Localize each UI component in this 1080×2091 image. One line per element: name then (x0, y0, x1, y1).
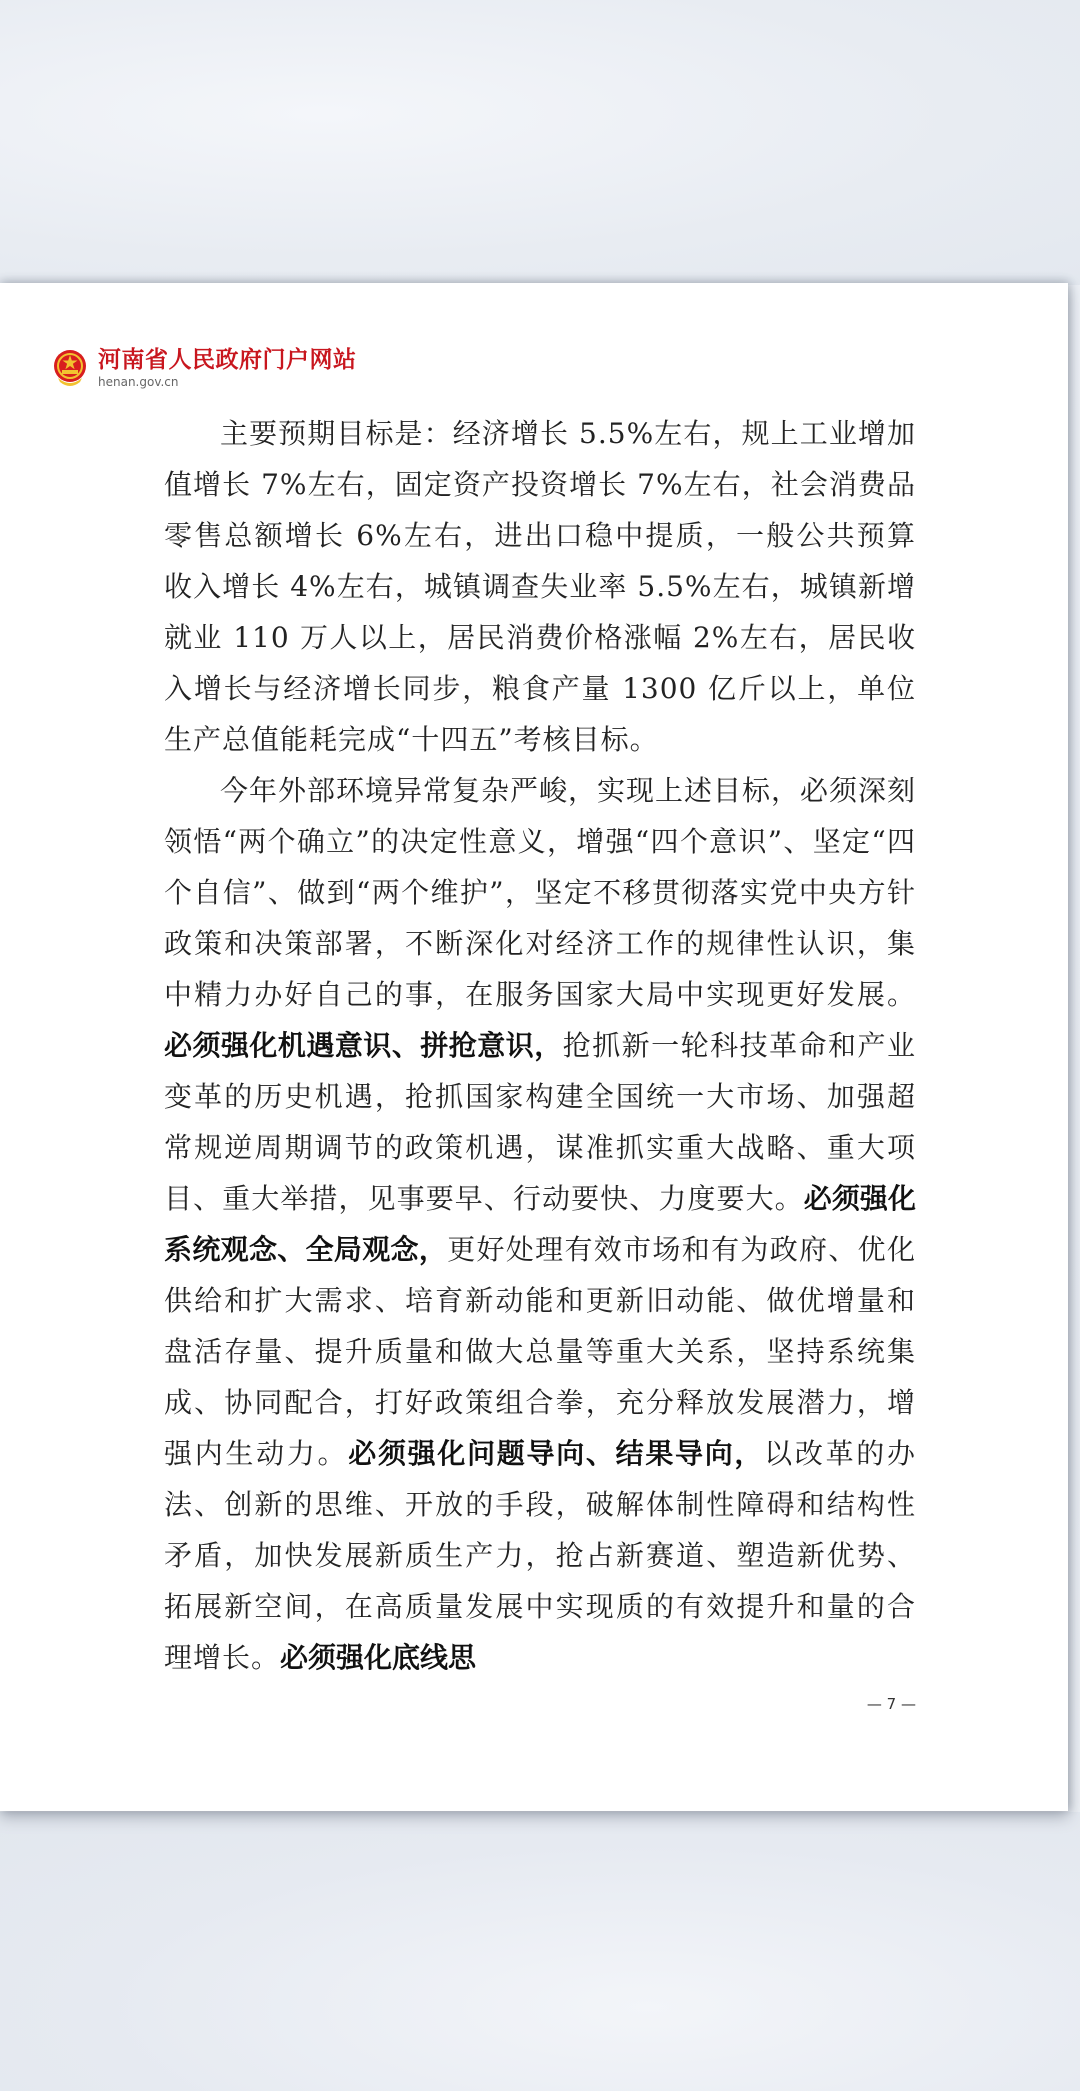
text-run: 更好处理有效市场和有为政府、优化供给和扩大需求、培育新动能和更新旧动能、做优增量和盘活存量、提升质量和做大总量等重大关系，坚持系统集成、协同配合，打好政策组合拳，充分释放发展潜力，增强内生动力。 (164, 1233, 916, 1470)
site-domain: henan.gov.cn (98, 374, 179, 389)
paragraph-1 (164, 408, 916, 765)
bold-heading-run: 必须强化底线思 (280, 1641, 477, 1674)
background-bottom (0, 1812, 1080, 2091)
bold-heading-run: 必须强化机遇意识、拼抢意识， (164, 1029, 563, 1062)
page-number: — 7 — (866, 1695, 916, 1713)
background-top (0, 0, 1080, 285)
document-body (164, 408, 916, 1683)
text-run: 抢抓新一轮科技革命和产业变革的历史机遇，抢抓国家构建全国统一大市场、加强超常规逆周期调节的政策机遇，谋准抓实重大战略、重大项目、重大举措，见事要早、行动要快、力度要大。 (164, 1029, 916, 1215)
text-run: 今年外部环境异常复杂严峻，实现上述目标，必须深刻领悟“两个确立”的决定性意义，增强“四个意识”、坚定“四个自信”、做到“两个维护”，坚定不移贯彻落实党中央方针政策和决策部署，不断深化对经济工作的规律性认识，集中精力办好自己的事，在服务国家大局中实现更好发展。 (164, 774, 917, 1011)
national-emblem-icon (52, 348, 88, 388)
text-run: 主要预期目标是：经济增长 5.5%左右，规上工业增加值增长 7%左右，固定资产投资增长 7%左右，社会消费品零售总额增长 6%左右，进出口稳中提质，一般公共预算收入增长 4%左右，城镇调查失业率 5.5%左右，城镇新增就业 110 万人以上，居民消费价格涨幅 2%左右，居民收入增长与经济增长同步，粮食产量 1300 亿斤以上，单位生产总值能耗完成“十四五”考核目标。 (164, 417, 916, 756)
site-name: 河南省人民政府门户网站 (98, 346, 357, 373)
document-page (0, 283, 1068, 1811)
site-logo[interactable] (52, 338, 357, 398)
bold-heading-run: 必须强化问题导向、结果导向， (348, 1437, 765, 1470)
bold-heading-run: 必须强化系统观念、全局观念， (164, 1182, 916, 1266)
text-run: 以改革的办法、创新的思维、开放的手段，破解体制性障碍和结构性矛盾，加快发展新质生产力，抢占新赛道、塑造新优势、拓展新空间，在高质量发展中实现质的有效提升和量的合理增长。 (164, 1437, 916, 1674)
paragraph-2 (164, 765, 916, 1683)
